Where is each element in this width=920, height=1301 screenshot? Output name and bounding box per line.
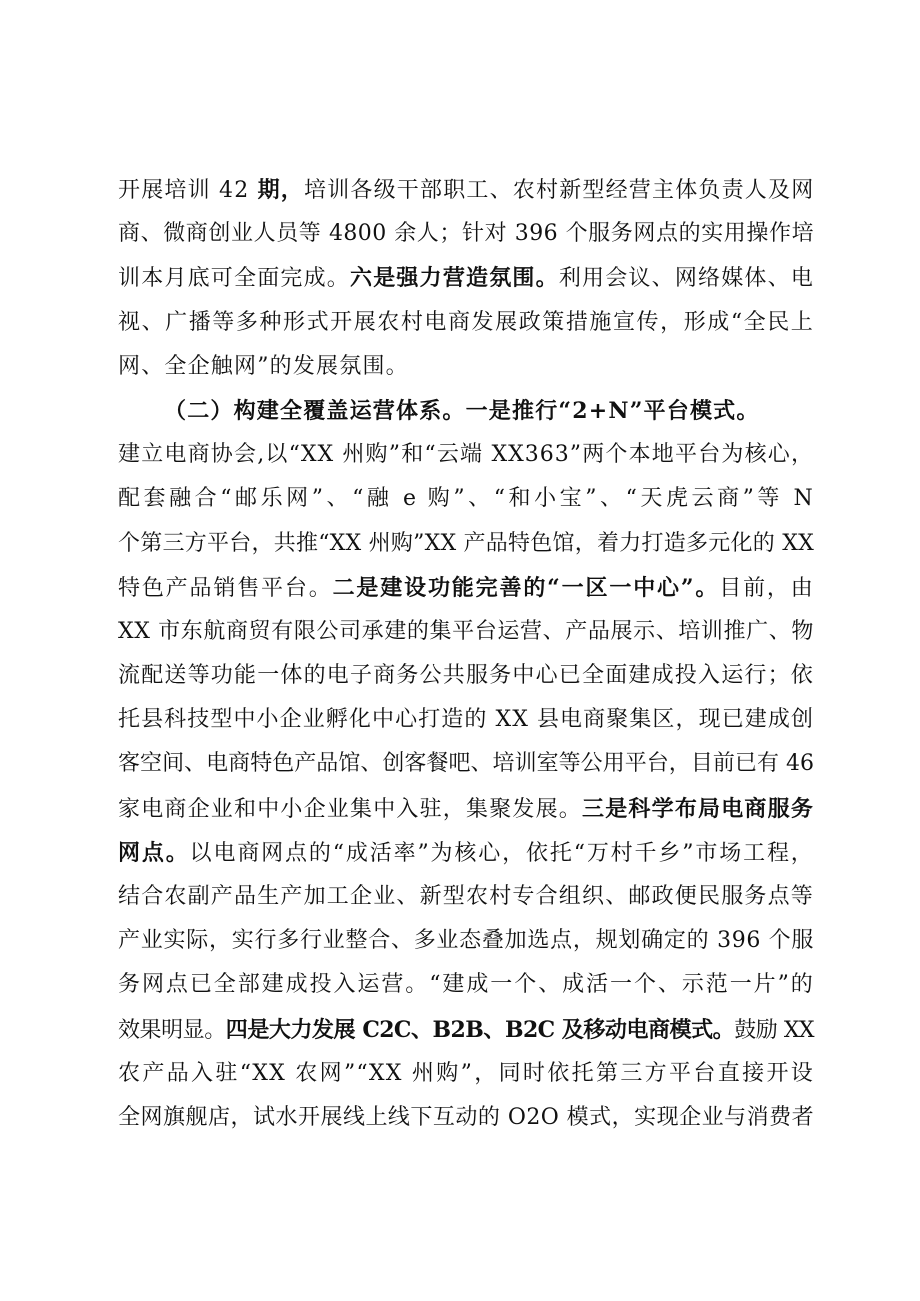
text-line: 家电商企业和中小企业集中入驻，集聚发展。三是科学布局电商服务 <box>118 795 815 822</box>
text-line: 视、广播等多种形式开展农村电商发展政策措施宣传，形成“全民上 <box>118 309 814 335</box>
section-heading: （二）构建全覆盖运营体系。一是推行“2+N”平台模式。 <box>164 397 760 424</box>
text-line: 特色产品销售平台。二是建设功能完善的“一区一中心”。目前，由 <box>118 574 814 601</box>
text-line: 建立电商协会,以“XX 州购”和“云端 XX363”两个本地平台为核心， <box>118 442 814 468</box>
text-line: 个第三方平台，共推“XX 州购”XX 产品特色馆，着力打造多元化的 XX <box>118 530 814 556</box>
text-line: 全网旗舰店，试水开展线上线下互动的 O2O 模式，实现企业与消费者 <box>118 1104 814 1130</box>
text-line: 网、全企触网”的发展氛围。 <box>118 353 409 379</box>
text-line: 产业实际，实行多行业整合、多业态叠加选点，规划确定的 396 个服 <box>118 928 814 954</box>
text-line: 托县科技型中小企业孵化中心打造的 XX 县电商聚集区，现已建成创 <box>118 707 814 733</box>
text-line: 商、微商创业人员等 4800 余人；针对 396 个服务网点的实用操作培 <box>118 221 814 247</box>
text-line: 流配送等功能一体的电子商务公共服务中心已全面建成投入运行；依 <box>118 663 815 689</box>
text-line: 结合农副产品生产加工企业、新型农村专合组织、邮政便民服务点等 <box>118 884 815 909</box>
text-line: 效果明显。四是大力发展 C2C、B2B、B2C 及移动电商模式。鼓励 XX <box>118 1016 814 1043</box>
text-line: 务网点已全部建成投入运营。“建成一个、成活一个、示范一片”的 <box>118 972 814 998</box>
text-line: 配套融合“邮乐网”、“融 e 购”、“和小宝”、“天虎云商”等 N <box>118 486 814 512</box>
text-line: 客空间、电商特色产品馆、创客餐吧、培训室等公用平台，目前已有 46 <box>118 751 814 777</box>
text-line: XX 市东航商贸有限公司承建的集平台运营、产品展示、培训推广、物 <box>118 618 814 644</box>
body-text <box>118 168 814 1140</box>
text-line: 农产品入驻“XX 农网”“XX 州购”，同时依托第三方平台直接开设 <box>118 1060 814 1086</box>
text-line: 开展培训 42 期，培训各级干部职工、农村新型经营主体负责人及网 <box>118 177 815 203</box>
text-line: 训本月底可全面完成。六是强力营造氛围。利用会议、网络媒体、电 <box>118 265 815 292</box>
text-line: 网点。以电商网点的“成活率”为核心，依托“万村千乡”市场工程， <box>118 839 815 866</box>
